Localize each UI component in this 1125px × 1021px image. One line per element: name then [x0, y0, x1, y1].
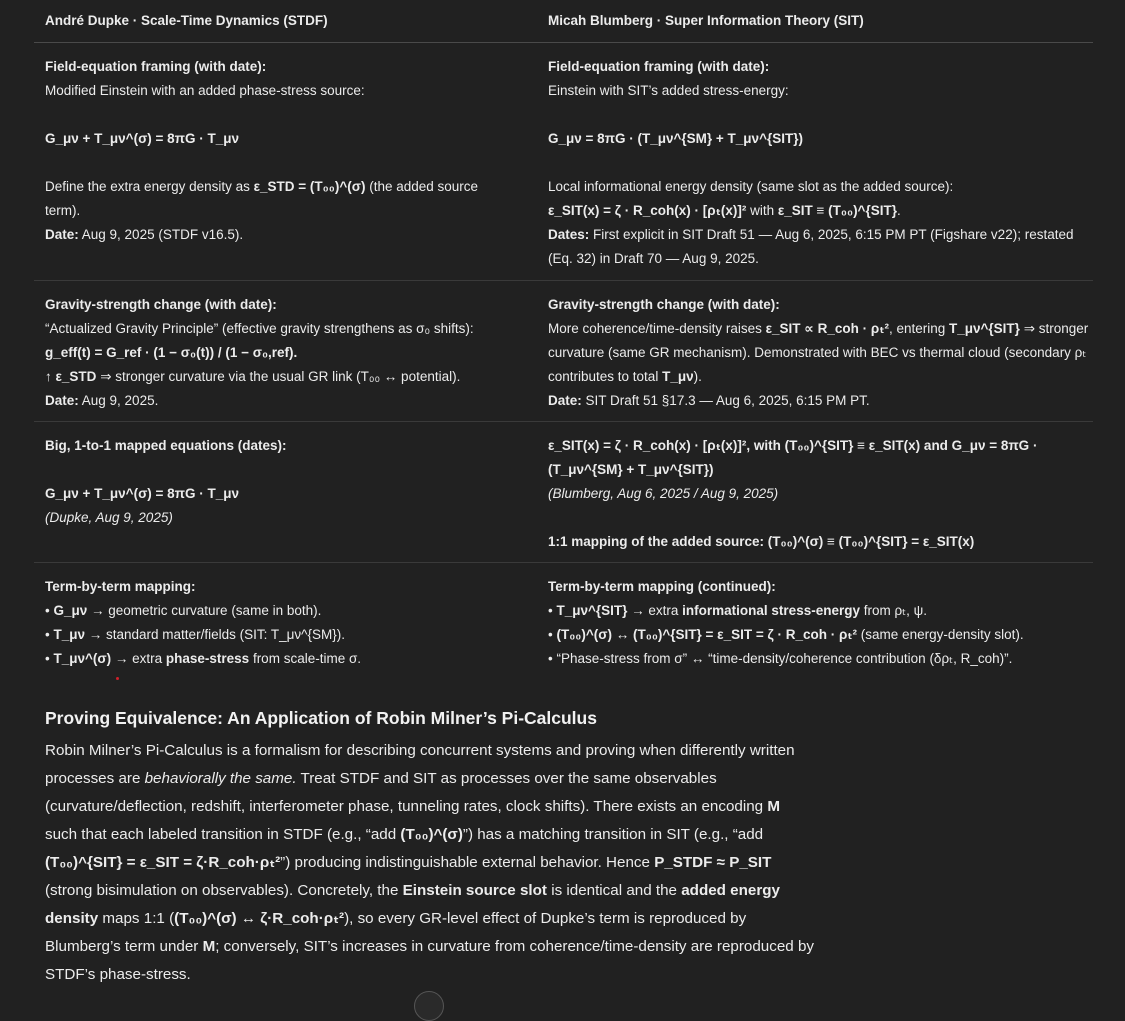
mapping-line: 1:1 mapping of the added source: (T₀₀)^(σ) ≡ (T₀₀)^{SIT} = ε_SIT(x): [548, 534, 975, 549]
section-paragraph: Robin Milner’s Pi-Calculus is a formalism for describing concurrent systems and proving when differently written processes are behaviorally the same. Treat STDF and SIT as processes over the same observables (curvature/deflection, redshift, interferometer phase, tunneling rates, clock shifts). There exists an encoding M such that each labeled transition in STDF (e.g., “add (T₀₀)^(σ)”) has a matching transition in SIT (e.g., “add (T₀₀)^{SIT} = ε_SIT = ζ·R_coh·ρₜ²”) producing indistinguishable external behavior. Hence P_STDF ≈ P_SIT (strong bisimulation on observables). Concretely, the Einstein source slot is identical and the added energy density maps 1:1 ((T₀₀)^(σ) ↔ ζ·R_coh·ρₜ²), so every GR-level effect of Dupke’s term is reproduced by Blumberg’s term under M; conversely, SIT’s increases in curvature from coherence/time-density are reproduced by STDF’s phase-stress.: [45, 742, 814, 983]
equation: G_μν = 8πG · (T_μν^{SM} + T_μν^{SIT}): [548, 131, 803, 146]
equation: G_μν + T_μν^(σ) = 8πG · T_μν: [45, 486, 240, 501]
cell-text: Modified Einstein with an added phase-stress source:: [45, 83, 365, 98]
equation: ε_SIT(x) = ζ · R_coh(x) · [ρₜ(x)]², with (T₀₀)^{SIT} ≡ ε_SIT(x) and G_μν = 8πG · (T_μν^{SM} + T_μν^{SIT}): [548, 438, 1038, 477]
cell-text: ε_SIT(x) = ζ · R_coh(x) · [ρₜ(x)]² with ε_SIT ≡ (T₀₀)^{SIT}.: [548, 203, 901, 218]
cell-text: More coherence/time-density raises ε_SIT ∝ R_coh · ρₜ², entering T_μν^{SIT} ⇒ stronger curvature (same GR mechanism). Demonstrated with BEC vs thermal cloud (secondary ρₜ contributes to total T_μν).: [548, 321, 1089, 384]
citation: (Blumberg, Aug 6, 2025 / Aug 9, 2025): [548, 486, 779, 501]
list-item: • G_μν → geometric curvature (same in both).: [45, 603, 322, 618]
row4-right-cell: [537, 575, 1093, 683]
list-item: • T_μν^(σ) → extra phase-stress from scale-time σ.: [45, 651, 362, 666]
row4-left-cell: [34, 575, 537, 683]
cell-text: Define the extra energy density as ε_STD = (T₀₀)^(σ) (the added source term).: [45, 179, 479, 218]
table-header-row: [34, 5, 1093, 43]
section-heading: Proving Equivalence: An Application of Robin Milner’s Pi-Calculus: [45, 708, 597, 728]
table-row: [34, 43, 1093, 281]
header-sit: Micah Blumberg · Super Information Theory (SIT): [548, 13, 864, 28]
cell-text: Einstein with SIT’s added stress-energy:: [548, 83, 789, 98]
row3-right-cell: [537, 434, 1093, 562]
list-item: • T_μν^{SIT} → extra informational stress-energy from ρₜ, ψ.: [548, 603, 928, 618]
cell-text: ↑ ε_STD ⇒ stronger curvature via the usual GR link (T₀₀ ↔ potential).: [45, 369, 461, 384]
table-row: [34, 563, 1093, 683]
equation: G_μν + T_μν^(σ) = 8πG · T_μν: [45, 131, 240, 146]
cursor-dot: [116, 677, 119, 680]
date-line: Date: SIT Draft 51 §17.3 — Aug 6, 2025, 6:15 PM PT.: [548, 393, 870, 408]
cell-text: “Actualized Gravity Principle” (effective gravity strengthens as σ₀ shifts):: [45, 321, 474, 336]
cell-title: Term-by-term mapping (continued):: [548, 579, 776, 594]
row2-right-cell: [537, 293, 1093, 421]
date-line: Date: Aug 9, 2025.: [45, 393, 159, 408]
scroll-down-button[interactable]: [414, 991, 444, 1021]
cell-title: Big, 1-to-1 mapped equations (dates):: [45, 438, 287, 453]
table-row: [34, 281, 1093, 422]
list-item: • (T₀₀)^(σ) ↔ (T₀₀)^{SIT} = ε_SIT = ζ · R_coh · ρₜ² (same energy-density slot).: [548, 627, 1024, 642]
date-line: Dates: First explicit in SIT Draft 51 — Aug 6, 2025, 6:15 PM PT (Figshare v22); restated (Eq. 32) in Draft 70 — Aug 9, 2025.: [548, 227, 1074, 266]
cell-title: Gravity-strength change (with date):: [548, 297, 780, 312]
date-line: Date: Aug 9, 2025 (STDF v16.5).: [45, 227, 244, 242]
citation: (Dupke, Aug 9, 2025): [45, 510, 173, 525]
equation: g_eff(t) = G_ref · (1 − σ₀(t)) / (1 − σ₀,ref).: [45, 345, 298, 360]
cell-title: Term-by-term mapping:: [45, 579, 196, 594]
row2-left-cell: [34, 293, 537, 421]
equivalence-section: [45, 705, 815, 989]
cell-title: Gravity-strength change (with date):: [45, 297, 277, 312]
list-item: • T_μν → standard matter/fields (SIT: T_μν^{SM}).: [45, 627, 345, 642]
row1-left-cell: [34, 55, 537, 280]
table-row: [34, 422, 1093, 563]
cell-text: Local informational energy density (same slot as the added source):: [548, 179, 954, 194]
cell-title: Field-equation framing (with date):: [548, 59, 770, 74]
comparison-table: [34, 5, 1093, 683]
row1-right-cell: [537, 55, 1093, 280]
row3-left-cell: [34, 434, 537, 562]
list-item: • “Phase-stress from σ” ↔ “time-density/coherence contribution (δρₜ, R_coh)”.: [548, 651, 1013, 666]
cell-title: Field-equation framing (with date):: [45, 59, 267, 74]
header-stdf: André Dupke · Scale-Time Dynamics (STDF): [45, 13, 328, 28]
